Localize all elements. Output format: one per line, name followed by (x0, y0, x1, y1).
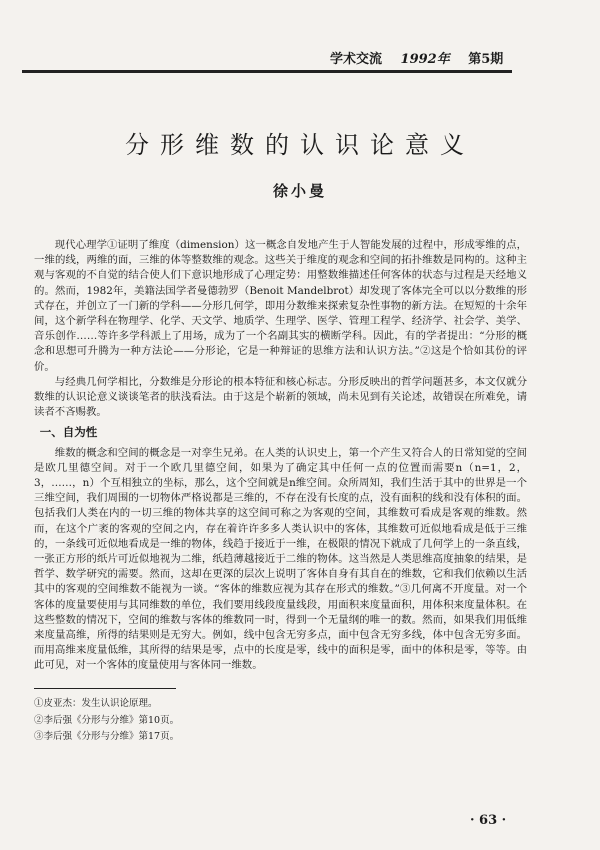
article-author: 徐小曼 (272, 182, 327, 200)
body-paragraph: 与经典几何学相比，分数维是分形论的根本特征和核心标志。分形反映出的哲学问题甚多，本文仅就分数维的认识论意义谈谈笔者的肤浅看法。由于这是个崭新的领域，尚未见到有关论述，故错误在所难免，请读者不吝赐教。 (34, 375, 527, 419)
journal-issue: 第5期 (468, 52, 504, 67)
page-number: · 63 · (470, 813, 507, 828)
running-header (330, 48, 517, 67)
article-body (34, 238, 527, 674)
journal-name: 学术交流 (330, 52, 383, 67)
body-paragraph: 维数的概念和空间的概念是一对孪生兄弟。在人类的认识史上，第一个产生又符合人的日常知觉的空间是欧几里德空间。对于一个欧几里德空间，如果为了确定其中任何一点的位置而需要n（n=1，2，3，……，n）个互相独立的坐标，那么，这个空间就是n维空间。众所周知，我们生活于其中的世界是一个三维空间，我们周围的一切物体严格说都是三维的，不存在没有长度的点，没有面积的线和没有体积的面。包括我们人类在内的一切三维的物体共享的这空间可称之为客观的空间，其维数可看成是客观的维数。然而，在这个广袤的客观的空间之内，存在着许许多多人类认识中的客体，其维数可近似地看成是低于三维的，一条线可近似地看成是一维的物体，线趋于接近于一维，在极限的情况下就成了几何学上的一条直线，一张正方形的纸片可近似地视为二维，纸趋薄越接近于二维的物体。这当然是人类思维高度抽象的结果，是哲学、数学研究的需要。然而，这却在更深的层次上说明了客体自身有其自在的维数，它和我们依赖以生活其中的客观的空间维数不能视为一谈。“客体的维数应视为其存在形式的维数。”③几何离不开度量。对一个客体的度量要使用与其同维数的单位，我们要用线段度量线段，用面积来度量面积，用体积来度量体积。在这些整数的情况下，空间的维数与客体的维数同一时，得到一个无量纲的唯一的数。然而，如果我们用低维来度量高维，所得的结果则是无穷大。例如，线中包含无穷多点，面中包含无穷多线，体中包含无穷多面。而用高维来度量低维，其所得的结果是零，点中的长度是零，线中的面积是零，面中的体积是零，等等。由此可见，对一个客体的度量使用与客体同一维数。 (34, 446, 527, 672)
journal-year: 1992年 (400, 52, 450, 67)
footnote-rule (34, 688, 176, 689)
footnote: ①皮亚杰：发生认识论原理。 (34, 698, 158, 709)
header-rule (22, 70, 512, 73)
section-heading: 一、自为性 (39, 425, 98, 440)
footnote: ③李后强《分形与分维》第17页。 (34, 731, 180, 742)
footnote: ②李后强《分形与分维》第10页。 (34, 714, 180, 726)
article-title: 分形维数的认识论意义 (125, 131, 475, 159)
footnotes (34, 696, 179, 746)
body-paragraph: 现代心理学①证明了维度（dimension）这一概念自发地产生于人智能发展的过程中，形成零维的点，一维的线，两维的面，三维的体等整数维的观念。这些关于维度的观念和空间的拓扑维数是同构的。这种主观与客观的不自觉的结合使人们下意识地形成了心理定势：用整数维描述任何客体的状态与过程是天经地义的。然而，1982年，美籍法国学者曼德勃罗（Benoit Mandelbrot）却发现了客体完全可以以分数维的形式存在，并创立了一门新的学科——分形几何学，即用分数维来探索复杂性事物的新方法。在短短的十余年间，这个新学科在物理学、化学、天文学、地质学、生理学、医学、管理工程学、经济学、社会学、美学、音乐创作……等许多学科派上了用场，成为了一个名副其实的横断学科。因此，有的学者提出：“分形的概念和思想可升腾为一种方法论——分形论，它是一种辩证的思维方法和认识方法。”②这是个恰如其份的评价。 (34, 239, 527, 373)
